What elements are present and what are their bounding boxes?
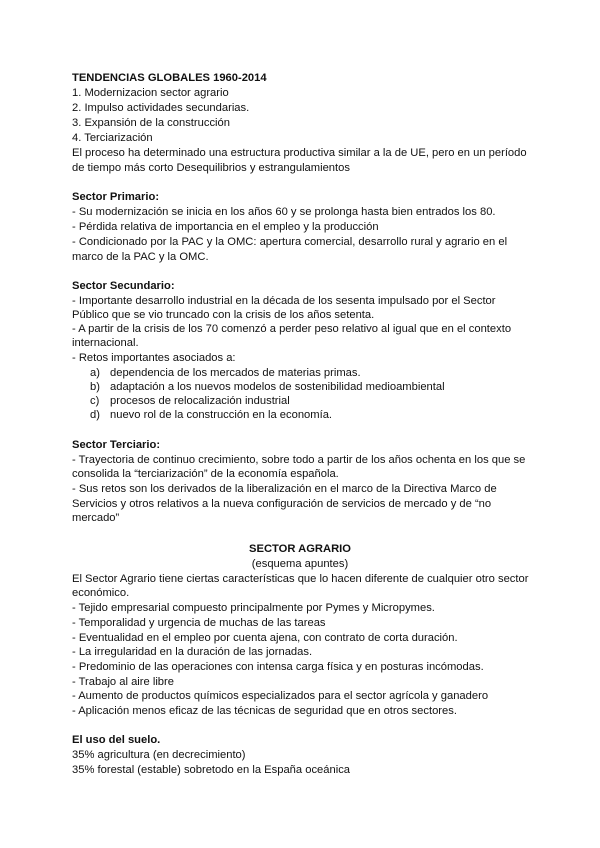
agrario-line: - Aplicación menos eficaz de las técnicas de seguridad que en otros sectores. [72,705,457,717]
agrario-line: - Aumento de productos químicos especializados para el sector agrícola y ganadero [72,690,489,702]
primario-line: - Condicionado por la PAC y la OMC: apertura comercial, desarrollo rural y agrario en el [72,236,508,248]
secundario-line: - Importante desarrollo industrial en la década de los sesenta impulsado por el Sector [72,295,496,307]
terciario-line: mercado” [72,512,120,524]
reto-label: a) [90,367,100,379]
tendencias-title: TENDENCIAS GLOBALES 1960-2014 [72,72,267,84]
suelo-title: El uso del suelo. [72,734,161,746]
primario-line: - Su modernización se inicia en los años 60 y se prolonga hasta bien entrados los 80. [72,206,496,218]
primario-line: marco de la PAC y la OMC. [72,251,209,263]
suelo-line [72,748,246,762]
terciario-line: consolida la “terciarización” de la economía española. [72,468,339,480]
agrario-line: El Sector Agrario tiene ciertas características que lo hacen diferente de cualquier otro sector [72,573,529,585]
agrario-line: - Predominio de las operaciones con intensa carga física y en posturas incómodas. [72,661,484,673]
tendencias-item: 4. Terciarización [72,132,153,144]
secundario-line: Público que se vio truncado con la crisis de los años setenta. [72,309,375,321]
reto-label: d) [90,409,100,421]
agrario-line: - Eventualidad en el empleo por cuenta ajena, con contrato de corta duración. [72,632,458,644]
reto-label: b) [90,381,100,393]
agrario-line: - Trabajo al aire libre [72,676,174,688]
tendencias-paragraph: El proceso ha determinado una estructura productiva similar a la de UE, pero en un período [72,147,527,159]
primario-title: Sector Primario: [72,191,160,203]
secundario-line: - A partir de la crisis de los 70 comenzó a perder peso relativo al igual que en el contexto [72,323,512,335]
reto-text: nuevo rol de la construcción en la economía. [110,409,333,421]
reto-text: procesos de relocalización industrial [110,395,290,407]
terciario-line: Servicios y otros relativos a la nueva configuración de servicios de mercado y de “no [72,498,492,510]
terciario-line: - Sus retos son los derivados de la liberalización en el marco de la Directiva Marco de [72,483,497,495]
tendencias-paragraph: de tiempo más corto Desequilibrios y estrangulamientos [72,162,350,174]
suelo-text: forestal (estable) sobretodo en la España oceánica [94,764,351,776]
agrario-line: - Temporalidad y urgencia de muchas de las tareas [72,617,326,629]
tendencias-item: 1. Modernizacion sector agrario [72,87,229,99]
agrario-title: SECTOR AGRARIO [249,543,351,555]
secundario-line: internacional. [72,337,139,349]
suelo-percentage: 35% [72,749,95,761]
reto-text: dependencia de los mercados de materias primas. [110,367,361,379]
suelo-percentage: 35% [72,764,95,776]
suelo-line [72,763,350,777]
terciario-title: Sector Terciario: [72,439,161,451]
secundario-line: - Retos importantes asociados a: [72,352,236,364]
agrario-line: - La irregularidad en la duración de las jornadas. [72,646,313,658]
tendencias-item: 3. Expansión de la construcción [72,117,230,129]
suelo-text: agricultura (en decrecimiento) [94,749,246,761]
secundario-title: Sector Secundario: [72,280,175,292]
primario-line: - Pérdida relativa de importancia en el empleo y la producción [72,221,379,233]
agrario-subtitle: (esquema apuntes) [251,558,349,570]
reto-text: adaptación a los nuevos modelos de sostenibilidad medioambiental [110,381,445,393]
terciario-line: - Trayectoria de continuo crecimiento, sobre todo a partir de los años ochenta en los que se [72,454,526,466]
agrario-line: - Tejido empresarial compuesto principalmente por Pymes y Micropymes. [72,602,435,614]
tendencias-item: 2. Impulso actividades secundarias. [72,102,250,114]
reto-label: c) [90,395,100,407]
agrario-line: económico. [72,587,130,599]
